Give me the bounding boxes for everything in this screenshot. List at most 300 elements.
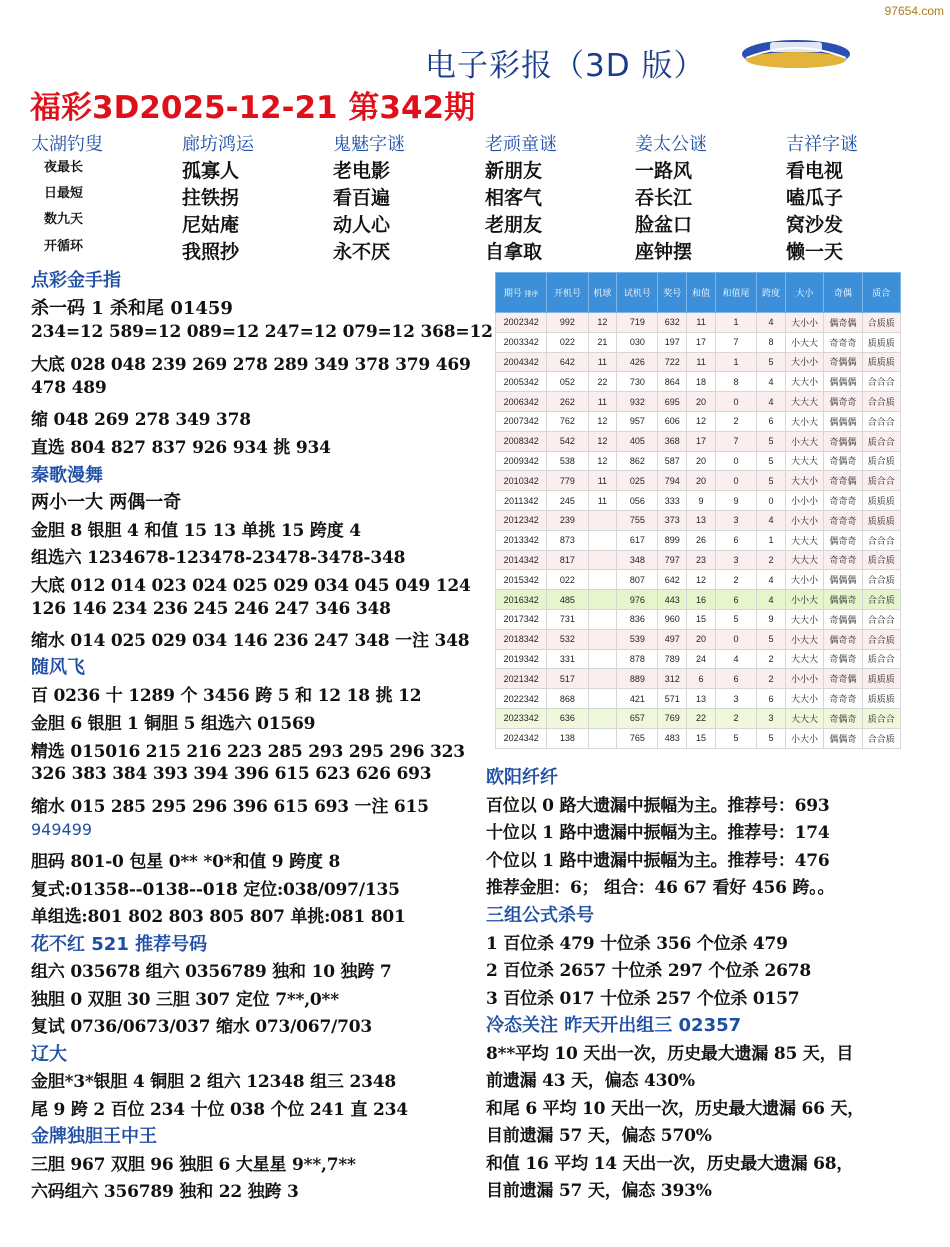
table-cell: 4 [757, 570, 786, 590]
table-cell: 奇奇奇 [824, 550, 862, 570]
table-cell: 483 [658, 728, 687, 748]
table-cell: 197 [658, 332, 687, 352]
table-body [496, 313, 901, 749]
section-line: 8**平均 10 天出一次，历史最大遗漏 85 天，目 [486, 1044, 854, 1064]
table-header-cell: 大小 [785, 273, 823, 313]
table-cell: 22 [687, 708, 716, 728]
table-cell: 11 [588, 471, 617, 491]
paper-title: 电子彩报（3D 版） [425, 48, 706, 84]
table-cell: 025 [617, 471, 658, 491]
table-cell: 5 [757, 471, 786, 491]
table-cell: 2003342 [496, 332, 547, 352]
table-cell: 2017342 [496, 609, 547, 629]
table-header-cell: 质合 [862, 273, 900, 313]
puzzle-item: 老电影 [333, 160, 391, 182]
table-cell: 质质质 [862, 332, 900, 352]
table-header-cell: 机球 [588, 273, 617, 313]
table-cell: 20 [687, 629, 716, 649]
table-cell: 2008342 [496, 431, 547, 451]
table-cell: 797 [658, 550, 687, 570]
table-cell: 571 [658, 689, 687, 709]
table-cell: 868 [547, 689, 588, 709]
table-cell: 2007342 [496, 411, 547, 431]
table-cell: 5 [757, 352, 786, 372]
table-cell: 2024342 [496, 728, 547, 748]
table-header-cell: 试机号 [617, 273, 658, 313]
table-row [496, 352, 901, 372]
table-cell: 636 [547, 708, 588, 728]
table-cell: 偶奇奇 [824, 392, 862, 412]
table-cell: 质质质 [862, 352, 900, 372]
table-cell: 642 [658, 570, 687, 590]
table-cell: 合合质 [862, 728, 900, 748]
puzzle-column-title: 姜太公谜 [635, 134, 707, 155]
table-row [496, 649, 901, 669]
sort-icon[interactable]: 排序 [524, 291, 539, 298]
table-cell [588, 708, 617, 728]
table-row [496, 451, 901, 471]
table-cell: 331 [547, 649, 588, 669]
table-cell: 532 [547, 629, 588, 649]
table-cell: 7 [715, 332, 756, 352]
table-cell [588, 590, 617, 610]
table-cell: 4 [757, 510, 786, 530]
section-line: 缩水 014 025 029 034 146 236 247 348 一注 348 [31, 631, 470, 651]
table-cell: 2015342 [496, 570, 547, 590]
section-line: 复式:01358--0138--018 定位:038/097/135 [31, 880, 400, 900]
table-cell: 质合合 [862, 708, 900, 728]
puzzle-item: 相客气 [485, 187, 543, 209]
table-cell: 730 [617, 372, 658, 392]
table-cell: 755 [617, 510, 658, 530]
table-cell: 052 [547, 372, 588, 392]
table-cell: 6 [757, 411, 786, 431]
table-row [496, 530, 901, 550]
table-cell: 889 [617, 669, 658, 689]
table-row [496, 570, 901, 590]
table-cell: 539 [617, 629, 658, 649]
section-line: 直选 804 827 837 926 934 挑 934 [31, 438, 331, 458]
table-cell: 2009342 [496, 451, 547, 471]
table-cell: 2016342 [496, 590, 547, 610]
table-cell: 373 [658, 510, 687, 530]
table-cell: 质合质 [862, 550, 900, 570]
table-row [496, 689, 901, 709]
table-cell: 022 [547, 570, 588, 590]
table-row [496, 313, 901, 333]
table-cell: 20 [687, 471, 716, 491]
table-row [496, 471, 901, 491]
table-cell: 偶奇奇 [824, 629, 862, 649]
table-cell: 1 [715, 313, 756, 333]
section-line: 精选 015016 215 216 223 285 293 295 296 323 [31, 742, 465, 762]
section-line: 百位以 0 路大遗漏中振幅为主。推荐号：693 [486, 796, 830, 816]
table-cell: 695 [658, 392, 687, 412]
section-line: 目前遗漏 57 天，偏态 570% [486, 1126, 712, 1146]
section-line: 234=12 589=12 089=12 247=12 079=12 368=12 [31, 322, 493, 342]
table-cell: 偶偶奇 [824, 590, 862, 610]
puzzle-column-title: 鬼魅字谜 [333, 134, 405, 155]
puzzle-left-title: 太湖钓叟 [31, 134, 103, 155]
table-cell: 质合合 [862, 471, 900, 491]
table-cell: 976 [617, 590, 658, 610]
section-line: 金胆*3*银胆 4 铜胆 2 组六 12348 组三 2348 [31, 1072, 396, 1092]
table-cell: 769 [658, 708, 687, 728]
table-cell: 21 [588, 332, 617, 352]
table-cell: 0 [715, 471, 756, 491]
table-cell: 合合合 [862, 372, 900, 392]
table-cell: 3 [715, 689, 756, 709]
table-cell: 030 [617, 332, 658, 352]
table-header-cell [496, 273, 547, 313]
section-line: 单组选:801 802 803 805 807 单挑:081 801 [31, 907, 406, 927]
section-line: 胆码 801-0 包星 0** *0*和值 9 跨度 8 [31, 852, 341, 872]
puzzle-item: 吞长江 [635, 187, 693, 209]
section-title: 欧阳纤纤 [486, 767, 558, 788]
table-cell: 大小大 [785, 411, 823, 431]
puzzle-item: 窝沙发 [786, 214, 844, 236]
section-title: 点彩金手指 [31, 270, 121, 291]
table-cell: 小大大 [785, 332, 823, 352]
puzzle-column-title: 老顽童谜 [485, 134, 557, 155]
table-cell: 9 [687, 491, 716, 511]
puzzle-item: 看电视 [786, 160, 844, 182]
table-cell: 奇奇奇 [824, 510, 862, 530]
section-title: 金牌独胆王中王 [31, 1126, 157, 1147]
table-cell: 合合质 [862, 590, 900, 610]
table-cell: 6 [715, 590, 756, 610]
table-cell: 5 [757, 629, 786, 649]
section-line: 推荐金胆：6； 组合：46 67 看好 456 跨。。 [486, 878, 835, 898]
table-cell: 22 [588, 372, 617, 392]
table-cell: 小小小 [785, 669, 823, 689]
header-label: 期号 [503, 288, 522, 298]
table-cell: 960 [658, 609, 687, 629]
table-cell: 合合质 [862, 392, 900, 412]
table-cell: 17 [687, 431, 716, 451]
puzzle-column-title: 吉祥字谜 [786, 134, 858, 155]
table-cell: 16 [687, 590, 716, 610]
table-cell: 0 [757, 491, 786, 511]
table-row [496, 510, 901, 530]
puzzle-item: 新朋友 [485, 160, 543, 182]
puzzle-item: 看百遍 [333, 187, 391, 209]
table-cell: 542 [547, 431, 588, 451]
table-row [496, 590, 901, 610]
section-line: 组选六 1234678-123478-23478-3478-348 [31, 548, 406, 568]
table-cell: 26 [687, 530, 716, 550]
table-cell: 2013342 [496, 530, 547, 550]
table-cell: 偶偶偶 [824, 411, 862, 431]
table-cell: 小大大 [785, 629, 823, 649]
section-title: 949499 [31, 820, 93, 839]
section-line: 三胆 967 双胆 96 独胆 6 大星星 9**,7** [31, 1155, 356, 1175]
puzzle-item: 座钟摆 [635, 241, 693, 263]
table-cell [588, 649, 617, 669]
section-line: 个位以 1 路中遗漏中振幅为主。推荐号：476 [486, 851, 830, 871]
puzzle-item: 自拿取 [485, 241, 543, 263]
table-cell: 485 [547, 590, 588, 610]
table-cell: 5 [757, 451, 786, 471]
table-cell: 质合质 [862, 451, 900, 471]
table-cell: 奇偶偶 [824, 352, 862, 372]
table-cell: 022 [547, 332, 588, 352]
table-cell: 5 [715, 728, 756, 748]
lottery-logo [740, 34, 852, 74]
table-cell [588, 550, 617, 570]
table-cell: 小大大 [785, 431, 823, 451]
table-cell: 4 [757, 313, 786, 333]
table-cell: 8 [757, 332, 786, 352]
table-cell: 657 [617, 708, 658, 728]
table-cell: 3 [757, 708, 786, 728]
table-cell: 862 [617, 451, 658, 471]
table-cell: 4 [757, 590, 786, 610]
table-cell: 789 [658, 649, 687, 669]
table-cell: 992 [547, 313, 588, 333]
table-cell: 0 [715, 392, 756, 412]
section-line: 两小一大 两偶一奇 [31, 492, 182, 513]
table-cell [588, 530, 617, 550]
table-cell: 20 [687, 392, 716, 412]
table-cell: 2 [715, 411, 756, 431]
table-cell: 2021342 [496, 669, 547, 689]
table-cell: 245 [547, 491, 588, 511]
puzzle-item: 嗑瓜子 [786, 187, 844, 209]
table-cell [588, 728, 617, 748]
table-cell: 1 [715, 352, 756, 372]
table-cell: 12 [588, 411, 617, 431]
table-cell: 932 [617, 392, 658, 412]
table-cell: 0 [715, 451, 756, 471]
table-cell: 632 [658, 313, 687, 333]
table-cell: 8 [715, 372, 756, 392]
table-cell: 426 [617, 352, 658, 372]
section-line: 尾 9 跨 2 百位 234 十位 038 个位 241 直 234 [31, 1100, 408, 1120]
section-line: 金胆 6 银胆 1 铜胆 5 组选六 01569 [31, 714, 316, 734]
table-cell: 大大小 [785, 372, 823, 392]
table-header-cell: 奖号 [658, 273, 687, 313]
section-line: 百 0236 十 1289 个 3456 跨 5 和 12 18 挑 12 [31, 686, 422, 706]
puzzle-left-item: 数九天 [44, 212, 84, 227]
table-cell: 6 [715, 530, 756, 550]
table-cell: 4 [757, 392, 786, 412]
section-line: 组六 035678 组六 0356789 独和 10 独跨 7 [31, 962, 392, 982]
table-cell: 765 [617, 728, 658, 748]
table-cell: 11 [588, 491, 617, 511]
section-line: 1 百位杀 479 十位杀 356 个位杀 479 [486, 934, 788, 954]
puzzle-item: 老朋友 [485, 214, 543, 236]
table-cell: 奇奇偶 [824, 471, 862, 491]
table-cell: 807 [617, 570, 658, 590]
table-cell: 奇偶奇 [824, 649, 862, 669]
section-line: 杀一码 1 杀和尾 01459 [31, 298, 233, 319]
puzzle-item: 脸盆口 [635, 214, 693, 236]
table-cell: 443 [658, 590, 687, 610]
puzzle-item: 尼姑庵 [182, 214, 240, 236]
table-cell: 2012342 [496, 510, 547, 530]
table-cell [588, 669, 617, 689]
table-cell: 587 [658, 451, 687, 471]
table-cell: 864 [658, 372, 687, 392]
section-title: 辽大 [31, 1044, 67, 1065]
table-cell: 奇偶偶 [824, 431, 862, 451]
table-cell: 大大小 [785, 471, 823, 491]
table-row [496, 372, 901, 392]
puzzle-left-item: 开循环 [44, 239, 84, 254]
table-row [496, 669, 901, 689]
table-cell: 239 [547, 510, 588, 530]
table-cell: 合质质 [862, 313, 900, 333]
table-cell: 899 [658, 530, 687, 550]
table-cell: 4 [715, 649, 756, 669]
table-cell: 368 [658, 431, 687, 451]
table-cell: 奇偶奇 [824, 708, 862, 728]
table-cell: 奇偶奇 [824, 451, 862, 471]
table-cell: 大大小 [785, 689, 823, 709]
table-cell: 497 [658, 629, 687, 649]
table-cell: 偶偶偶 [824, 570, 862, 590]
headline-issue: 福彩3D2025-12-21 第342期 [30, 90, 476, 126]
table-header-cell: 和值尾 [715, 273, 756, 313]
table-cell: 大大大 [785, 530, 823, 550]
table-cell: 6 [757, 689, 786, 709]
table-cell: 312 [658, 669, 687, 689]
table-cell: 2005342 [496, 372, 547, 392]
section-line: 大底 012 014 023 024 025 029 034 045 049 124 [31, 576, 471, 596]
table-cell: 合合合 [862, 530, 900, 550]
table-cell: 质质质 [862, 510, 900, 530]
table-row [496, 332, 901, 352]
table-cell: 348 [617, 550, 658, 570]
table-cell: 722 [658, 352, 687, 372]
table-cell: 合合合 [862, 411, 900, 431]
table-cell: 2006342 [496, 392, 547, 412]
table-cell: 2011342 [496, 491, 547, 511]
table-cell: 9 [757, 609, 786, 629]
table-row [496, 550, 901, 570]
table-cell: 5 [757, 431, 786, 451]
table-cell: 合合合 [862, 609, 900, 629]
table-cell: 5 [715, 609, 756, 629]
table-cell: 878 [617, 649, 658, 669]
table-cell: 小大小 [785, 510, 823, 530]
table-cell: 20 [687, 451, 716, 471]
section-line: 缩水 015 285 295 296 396 615 693 一注 615 [31, 797, 429, 817]
puzzle-left-item: 日最短 [44, 186, 84, 201]
table-cell: 12 [588, 451, 617, 471]
table-cell: 大大大 [785, 550, 823, 570]
table-cell: 13 [687, 689, 716, 709]
section-line: 和尾 6 平均 10 天出一次，历史最大遗漏 66 天， [486, 1099, 865, 1119]
table-cell: 2014342 [496, 550, 547, 570]
table-cell: 138 [547, 728, 588, 748]
section-line: 独胆 0 双胆 30 三胆 307 定位 7**,0** [31, 990, 339, 1010]
section-line: 126 146 234 236 245 246 247 346 348 [31, 599, 391, 619]
puzzle-item: 永不厌 [333, 241, 391, 263]
table-cell: 6 [715, 669, 756, 689]
table-cell: 5 [757, 728, 786, 748]
table-row [496, 411, 901, 431]
table-cell: 405 [617, 431, 658, 451]
section-line: 和值 16 平均 14 天出一次，历史最大遗漏 68， [486, 1154, 854, 1174]
table-cell: 719 [617, 313, 658, 333]
table-cell: 731 [547, 609, 588, 629]
table-cell: 2010342 [496, 471, 547, 491]
table-cell: 奇奇奇 [824, 332, 862, 352]
table-cell: 质合合 [862, 649, 900, 669]
table-cell: 大小小 [785, 352, 823, 372]
table-cell: 2022342 [496, 689, 547, 709]
table-cell: 3 [715, 550, 756, 570]
puzzle-item: 拄铁拐 [182, 187, 240, 209]
table-cell: 奇偶偶 [824, 609, 862, 629]
table-cell: 偶奇奇 [824, 530, 862, 550]
table-cell: 11 [687, 352, 716, 372]
section-title: 花不红 521 推荐号码 [31, 934, 208, 955]
table-cell: 836 [617, 609, 658, 629]
table-row [496, 431, 901, 451]
table-cell: 0 [715, 629, 756, 649]
table-header-cell: 奇偶 [824, 273, 862, 313]
table-row [496, 728, 901, 748]
history-table [495, 272, 901, 749]
table-cell: 12 [687, 570, 716, 590]
table-cell: 642 [547, 352, 588, 372]
table-cell: 873 [547, 530, 588, 550]
table-cell [588, 689, 617, 709]
puzzle-item: 孤寡人 [182, 160, 240, 182]
table-cell: 1 [757, 530, 786, 550]
puzzle-item: 懒一天 [786, 241, 844, 263]
table-cell: 2002342 [496, 313, 547, 333]
table-cell: 偶奇偶 [824, 313, 862, 333]
table-cell: 421 [617, 689, 658, 709]
table-cell: 12 [588, 431, 617, 451]
table-cell: 小小小 [785, 491, 823, 511]
table-cell: 大小小 [785, 313, 823, 333]
table-cell [588, 609, 617, 629]
table-cell: 质质质 [862, 689, 900, 709]
table-cell: 质合合 [862, 431, 900, 451]
table-cell: 606 [658, 411, 687, 431]
section-title: 秦歌漫舞 [31, 465, 103, 486]
table-cell: 合合质 [862, 570, 900, 590]
table-cell [588, 570, 617, 590]
table-cell: 大大大 [785, 708, 823, 728]
table-cell: 23 [687, 550, 716, 570]
puzzle-item: 我照抄 [182, 241, 240, 263]
table-cell: 2 [757, 669, 786, 689]
section-line: 大底 028 048 239 269 278 289 349 378 379 469 [31, 355, 471, 375]
puzzle-column-title: 廊坊鸿运 [182, 134, 254, 155]
section-line: 复试 0736/0673/037 缩水 073/067/703 [31, 1017, 372, 1037]
table-cell: 262 [547, 392, 588, 412]
table-row [496, 609, 901, 629]
table-cell: 偶偶偶 [824, 372, 862, 392]
table-cell: 11 [687, 313, 716, 333]
table-cell: 2 [715, 708, 756, 728]
table-cell: 4 [757, 372, 786, 392]
table-cell: 794 [658, 471, 687, 491]
table-cell: 大小小 [785, 570, 823, 590]
table-cell: 2004342 [496, 352, 547, 372]
table-cell: 奇奇偶 [824, 669, 862, 689]
table-cell: 11 [588, 392, 617, 412]
table-row [496, 392, 901, 412]
table-cell: 538 [547, 451, 588, 471]
section-line: 目前遗漏 57 天，偏态 393% [486, 1181, 712, 1201]
